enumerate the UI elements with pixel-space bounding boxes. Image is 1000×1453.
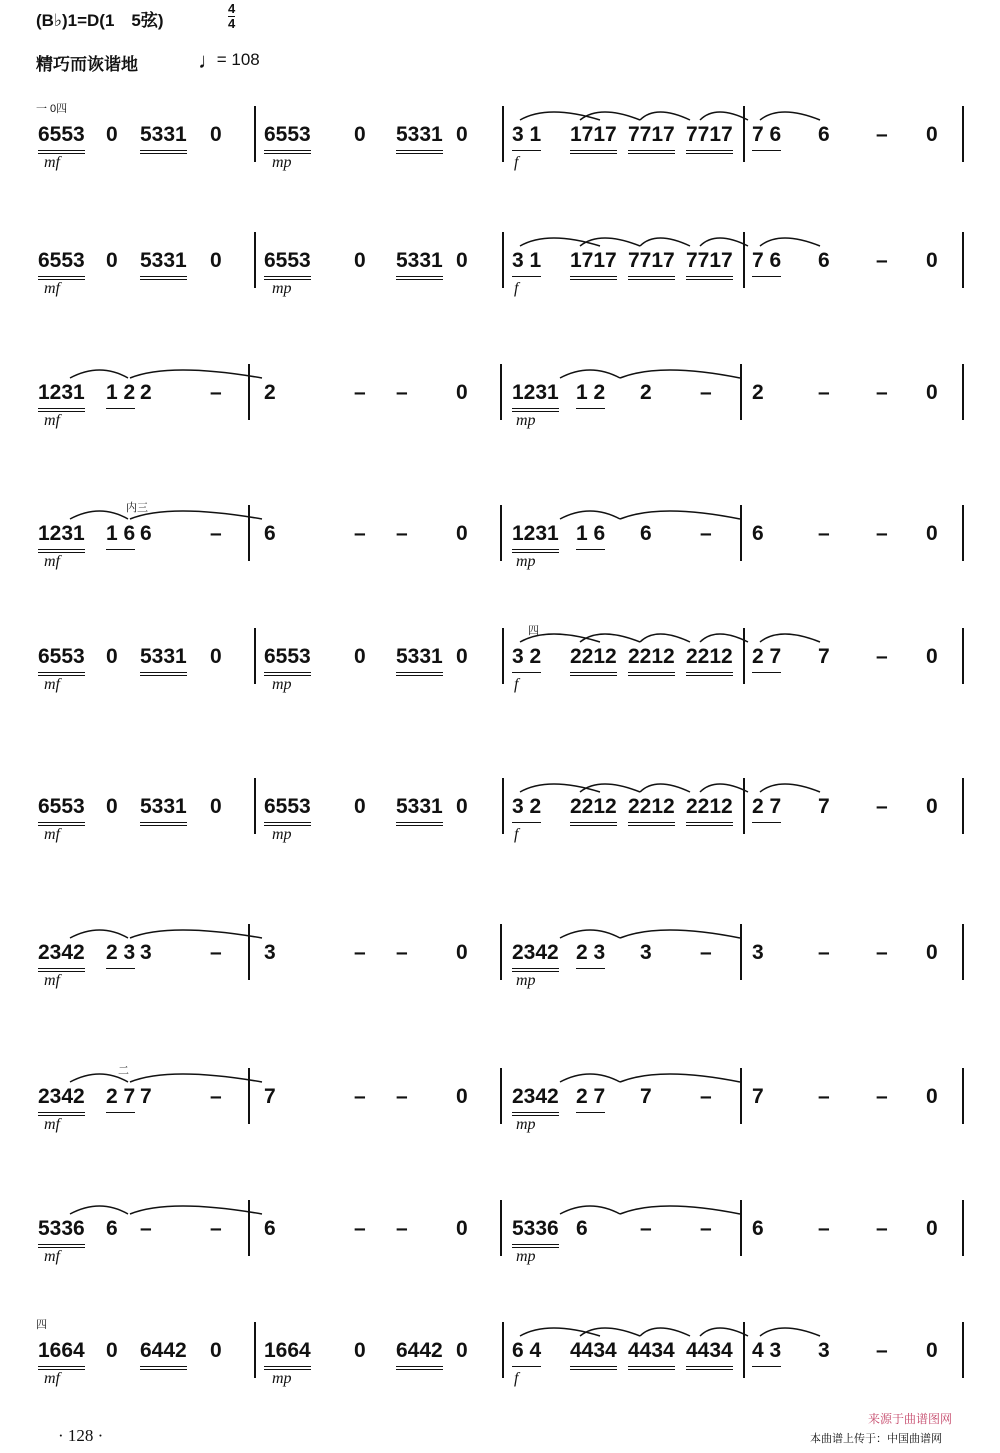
note-group: 1664	[264, 1336, 311, 1370]
note-group: 3	[640, 941, 652, 964]
note-group: 1717	[570, 120, 617, 154]
dynamic-marking: mf	[44, 1116, 60, 1133]
expression-marking: 精巧而诙谐地	[36, 55, 138, 74]
note-group: 1664	[38, 1336, 85, 1370]
note-group: 0	[210, 123, 222, 146]
note-group: 0	[456, 645, 468, 668]
note-group: –	[210, 381, 222, 404]
note-group: –	[876, 249, 888, 272]
dynamic-marking: f	[514, 676, 519, 693]
note-group: 0	[106, 249, 118, 272]
dynamic-marking: mp	[272, 154, 292, 171]
note-group: 1 2	[576, 378, 605, 409]
note-group: 0	[456, 941, 468, 964]
note-group: 5331	[140, 120, 187, 154]
note-group: 7	[264, 1085, 276, 1108]
note-group: 7	[818, 795, 830, 818]
slur-arc	[580, 784, 640, 792]
note-group: –	[210, 1085, 222, 1108]
note-group: 5331	[140, 642, 187, 676]
note-group: 0	[456, 1339, 468, 1362]
slur-arc	[760, 112, 820, 120]
slur-arc	[130, 1206, 262, 1214]
note-group: –	[818, 381, 830, 404]
fingering-mark: 四	[36, 1319, 47, 1331]
bar-line	[743, 778, 745, 834]
note-group: 7717	[628, 120, 675, 154]
slur-arc	[560, 930, 620, 938]
tempo-marking	[198, 47, 260, 73]
dynamic-marking: mp	[516, 1248, 536, 1265]
note-group: –	[876, 1217, 888, 1240]
note-group: 2212	[628, 792, 675, 826]
dynamic-marking: mf	[44, 1370, 60, 1387]
slur-arc	[520, 112, 600, 120]
note-group: 2 7	[752, 792, 781, 823]
note-group: 3 1	[512, 246, 541, 277]
note-group: 6	[752, 1217, 764, 1240]
bar-line	[502, 628, 504, 684]
note-group: –	[876, 123, 888, 146]
note-group: –	[140, 1217, 152, 1240]
bar-line	[962, 1068, 964, 1124]
note-group: 0	[354, 249, 366, 272]
slur-arc	[640, 238, 690, 246]
note-group: –	[396, 381, 408, 404]
score-system	[0, 1319, 1000, 1406]
note-group: 7	[140, 1085, 152, 1108]
note-group: 1717	[570, 246, 617, 280]
note-group: 0	[210, 645, 222, 668]
note-group: 6553	[38, 792, 85, 826]
note-group: 0	[456, 1217, 468, 1240]
score-system	[0, 625, 1000, 712]
note-group: –	[818, 522, 830, 545]
note-group: 1 6	[576, 519, 605, 550]
slur-arc	[70, 930, 128, 938]
note-group: 1 6	[106, 519, 135, 550]
note-group: 6553	[38, 120, 85, 154]
bar-line	[248, 364, 250, 420]
note-group: 6	[576, 1217, 588, 1240]
slur-arc	[560, 370, 620, 378]
note-group: 2	[140, 381, 152, 404]
dynamic-marking: mp	[272, 1370, 292, 1387]
note-group: 0	[354, 795, 366, 818]
note-group: –	[876, 645, 888, 668]
dynamic-marking: f	[514, 280, 519, 297]
bar-line	[254, 628, 256, 684]
note-group: 0	[926, 381, 938, 404]
bar-line	[502, 232, 504, 288]
footer-credit: 本曲谱上传于：中国曲谱网	[810, 1433, 942, 1445]
note-group: 2	[264, 381, 276, 404]
slur-arc	[620, 511, 740, 519]
score-system	[0, 792, 1000, 862]
note-group: 0	[106, 795, 118, 818]
note-group: 0	[926, 1339, 938, 1362]
note-group: 2342	[38, 1082, 85, 1116]
time-signature	[228, 2, 235, 31]
score-system	[0, 246, 1000, 316]
note-group: 2212	[570, 642, 617, 676]
note-group: 7717	[628, 246, 675, 280]
note-group: 5331	[396, 642, 443, 676]
bar-line	[502, 106, 504, 162]
note-group: 2	[752, 381, 764, 404]
slur-arc	[640, 112, 690, 120]
note-group: 6553	[38, 642, 85, 676]
bar-line	[962, 106, 964, 162]
note-group: 7 6	[752, 120, 781, 151]
note-group: –	[700, 522, 712, 545]
bar-line	[962, 364, 964, 420]
dynamic-marking: mp	[272, 280, 292, 297]
note-group: 1231	[38, 519, 85, 553]
score-system	[0, 938, 1000, 1008]
dynamic-marking: mf	[44, 280, 60, 297]
bar-line	[962, 628, 964, 684]
note-group: 0	[456, 795, 468, 818]
note-group: –	[700, 941, 712, 964]
bar-line	[254, 106, 256, 162]
note-group: 0	[456, 1085, 468, 1108]
note-group: 6	[752, 522, 764, 545]
note-group: 6	[818, 123, 830, 146]
note-group: 0	[106, 1339, 118, 1362]
slur-arc	[760, 784, 820, 792]
note-group: 0	[926, 249, 938, 272]
slur-arc	[620, 930, 740, 938]
dynamic-marking: mf	[44, 826, 60, 843]
note-group: –	[876, 1339, 888, 1362]
note-group: 2	[640, 381, 652, 404]
note-group: 6 4	[512, 1336, 541, 1367]
note-group: 2342	[512, 938, 559, 972]
note-group: –	[354, 941, 366, 964]
slur-arc	[620, 370, 740, 378]
note-group: 4434	[570, 1336, 617, 1370]
note-group: –	[876, 522, 888, 545]
bar-line	[962, 1322, 964, 1378]
dynamic-marking: mf	[44, 412, 60, 429]
slur-arc	[700, 238, 748, 246]
bar-line	[248, 505, 250, 561]
note-group: 0	[456, 123, 468, 146]
note-group: –	[354, 381, 366, 404]
note-group: –	[354, 1085, 366, 1108]
slur-arc	[580, 634, 640, 642]
slur-arc	[620, 1074, 740, 1082]
note-group: 2 7	[106, 1082, 135, 1113]
note-group: 1 2	[106, 378, 135, 409]
note-group: 3 2	[512, 642, 541, 673]
note-group: 0	[926, 522, 938, 545]
tempo-value: = 108	[216, 50, 260, 69]
note-group: 6442	[140, 1336, 187, 1370]
slur-arc	[760, 238, 820, 246]
note-group: 2 7	[576, 1082, 605, 1113]
note-group: 6553	[264, 246, 311, 280]
note-group: 0	[354, 123, 366, 146]
note-group: 2212	[686, 642, 733, 676]
note-group: –	[396, 1217, 408, 1240]
note-group: 0	[926, 941, 938, 964]
bar-line	[740, 924, 742, 980]
note-group: 6442	[396, 1336, 443, 1370]
slur-arc	[130, 370, 262, 378]
dynamic-marking: mp	[272, 826, 292, 843]
slur-arc	[640, 784, 690, 792]
dynamic-marking: f	[514, 1370, 519, 1387]
note-group: –	[354, 1217, 366, 1240]
note-group: 5331	[140, 246, 187, 280]
note-group: –	[876, 795, 888, 818]
slur-arc	[620, 1206, 740, 1214]
dynamic-marking: mp	[516, 553, 536, 570]
dynamic-marking: mf	[44, 676, 60, 693]
dynamic-marking: mp	[516, 1116, 536, 1133]
slur-arc	[580, 1328, 640, 1336]
note-group: 6	[640, 522, 652, 545]
slur-arc	[700, 634, 748, 642]
slur-arc	[130, 511, 262, 519]
note-group: –	[396, 941, 408, 964]
dynamic-marking: mp	[516, 972, 536, 989]
note-group: 0	[926, 795, 938, 818]
note-group: 2 7	[752, 642, 781, 673]
note-group: 6553	[264, 642, 311, 676]
bar-line	[254, 778, 256, 834]
bar-line	[743, 1322, 745, 1378]
slur-arc	[700, 1328, 748, 1336]
dynamic-marking: mp	[272, 676, 292, 693]
bar-line	[248, 1200, 250, 1256]
note-group: 6	[264, 1217, 276, 1240]
slur-arc	[560, 511, 620, 519]
note-group: –	[354, 522, 366, 545]
bar-line	[500, 924, 502, 980]
bar-line	[743, 628, 745, 684]
note-group: –	[700, 1085, 712, 1108]
note-group: 4434	[628, 1336, 675, 1370]
note-group: 1231	[38, 378, 85, 412]
note-group: 0	[210, 249, 222, 272]
dynamic-marking: mf	[44, 972, 60, 989]
fingering-mark: 四	[528, 625, 539, 637]
key-signature: (B♭)1=D(1 5弦)	[36, 11, 164, 30]
note-group: 0	[926, 1217, 938, 1240]
bar-line	[248, 1068, 250, 1124]
dynamic-marking: mf	[44, 1248, 60, 1265]
slur-arc	[640, 1328, 690, 1336]
note-group: 6	[264, 522, 276, 545]
bar-line	[740, 1068, 742, 1124]
bar-line	[500, 1200, 502, 1256]
slur-arc	[700, 112, 748, 120]
quarter-note-icon: ♩	[198, 47, 220, 73]
note-group: –	[396, 522, 408, 545]
note-group: 2342	[512, 1082, 559, 1116]
note-group: 5331	[396, 246, 443, 280]
note-group: –	[210, 522, 222, 545]
note-group: –	[818, 1085, 830, 1108]
slur-arc	[580, 238, 640, 246]
dynamic-marking: f	[514, 154, 519, 171]
fingering-mark: 二	[118, 1065, 129, 1077]
note-group: 3	[752, 941, 764, 964]
bar-line	[740, 505, 742, 561]
note-group: 5331	[140, 792, 187, 826]
bar-line	[500, 505, 502, 561]
note-group: 0	[456, 381, 468, 404]
fingering-mark: 一 0四	[36, 103, 68, 115]
note-group: 5331	[396, 120, 443, 154]
note-group: 3	[264, 941, 276, 964]
note-group: 7	[640, 1085, 652, 1108]
note-group: 2 3	[576, 938, 605, 969]
note-group: –	[700, 1217, 712, 1240]
slur-arc	[70, 370, 128, 378]
note-group: 0	[210, 795, 222, 818]
note-group: –	[876, 1085, 888, 1108]
note-group: 6	[140, 522, 152, 545]
fingering-mark: 内三	[126, 502, 148, 514]
note-group: 7717	[686, 246, 733, 280]
bar-line	[502, 778, 504, 834]
bar-line	[962, 924, 964, 980]
note-group: 3 1	[512, 120, 541, 151]
bar-line	[740, 364, 742, 420]
note-group: 0	[926, 645, 938, 668]
note-group: 7717	[686, 120, 733, 154]
time-signature-bottom: 4	[228, 16, 236, 31]
note-group: 0	[354, 645, 366, 668]
note-group: 4434	[686, 1336, 733, 1370]
slur-arc	[560, 1074, 620, 1082]
note-group: 6553	[264, 792, 311, 826]
slur-arc	[760, 634, 820, 642]
bar-line	[962, 778, 964, 834]
score-system	[0, 378, 1000, 448]
note-group: 6	[106, 1217, 118, 1240]
note-group: 3 2	[512, 792, 541, 823]
slur-arc	[130, 930, 262, 938]
time-signature-top: 4	[228, 1, 236, 16]
note-group: –	[396, 1085, 408, 1108]
score-system	[0, 1214, 1000, 1284]
note-group: 0	[354, 1339, 366, 1362]
note-group: –	[210, 1217, 222, 1240]
bar-line	[254, 232, 256, 288]
note-group: 1231	[512, 378, 559, 412]
note-group: –	[640, 1217, 652, 1240]
note-group: 6553	[38, 246, 85, 280]
note-group: 6	[818, 249, 830, 272]
note-group: 0	[926, 1085, 938, 1108]
note-group: –	[210, 941, 222, 964]
note-group: 5336	[38, 1214, 85, 1248]
score-system	[0, 502, 1000, 589]
slur-arc	[520, 784, 600, 792]
slur-arc	[760, 1328, 820, 1336]
bar-line	[962, 1200, 964, 1256]
score-system	[0, 103, 1000, 190]
note-group: 5336	[512, 1214, 559, 1248]
note-group: 2212	[628, 642, 675, 676]
slur-arc	[580, 112, 640, 120]
bar-line	[962, 505, 964, 561]
watermark: 来源于曲谱图网	[868, 1412, 953, 1426]
dynamic-marking: mf	[44, 553, 60, 570]
bar-line	[962, 232, 964, 288]
bar-line	[740, 1200, 742, 1256]
dynamic-marking: f	[514, 826, 519, 843]
note-group: 2212	[570, 792, 617, 826]
dynamic-marking: mf	[44, 154, 60, 171]
slur-arc	[520, 1328, 600, 1336]
note-group: 0	[456, 249, 468, 272]
note-group: 4 3	[752, 1336, 781, 1367]
bar-line	[500, 364, 502, 420]
slur-arc	[560, 1206, 620, 1214]
note-group: –	[876, 381, 888, 404]
bar-line	[254, 1322, 256, 1378]
note-group: 7	[752, 1085, 764, 1108]
note-group: 7 6	[752, 246, 781, 277]
note-group: 2212	[686, 792, 733, 826]
bar-line	[743, 232, 745, 288]
note-group: –	[876, 941, 888, 964]
bar-line	[502, 1322, 504, 1378]
note-group: 0	[926, 123, 938, 146]
slur-arc	[700, 784, 748, 792]
score-system	[0, 1065, 1000, 1152]
slur-arc	[130, 1074, 262, 1082]
note-group: –	[818, 941, 830, 964]
note-group: 1231	[512, 519, 559, 553]
slur-arc	[70, 1206, 128, 1214]
note-group: 2342	[38, 938, 85, 972]
slur-arc	[520, 238, 600, 246]
bar-line	[743, 106, 745, 162]
dynamic-marking: mp	[516, 412, 536, 429]
note-group: 0	[210, 1339, 222, 1362]
note-group: 6553	[264, 120, 311, 154]
bar-line	[500, 1068, 502, 1124]
slur-arc	[640, 634, 690, 642]
note-group: –	[818, 1217, 830, 1240]
bar-line	[248, 924, 250, 980]
note-group: 2 3	[106, 938, 135, 969]
note-group: 3	[140, 941, 152, 964]
note-group: 0	[106, 645, 118, 668]
note-group: 0	[106, 123, 118, 146]
note-group: 3	[818, 1339, 830, 1362]
note-group: 0	[456, 522, 468, 545]
note-group: 5331	[396, 792, 443, 826]
slur-arc	[70, 511, 128, 519]
note-group: –	[700, 381, 712, 404]
page-number: · 128 ·	[58, 1426, 104, 1445]
note-group: 7	[818, 645, 830, 668]
